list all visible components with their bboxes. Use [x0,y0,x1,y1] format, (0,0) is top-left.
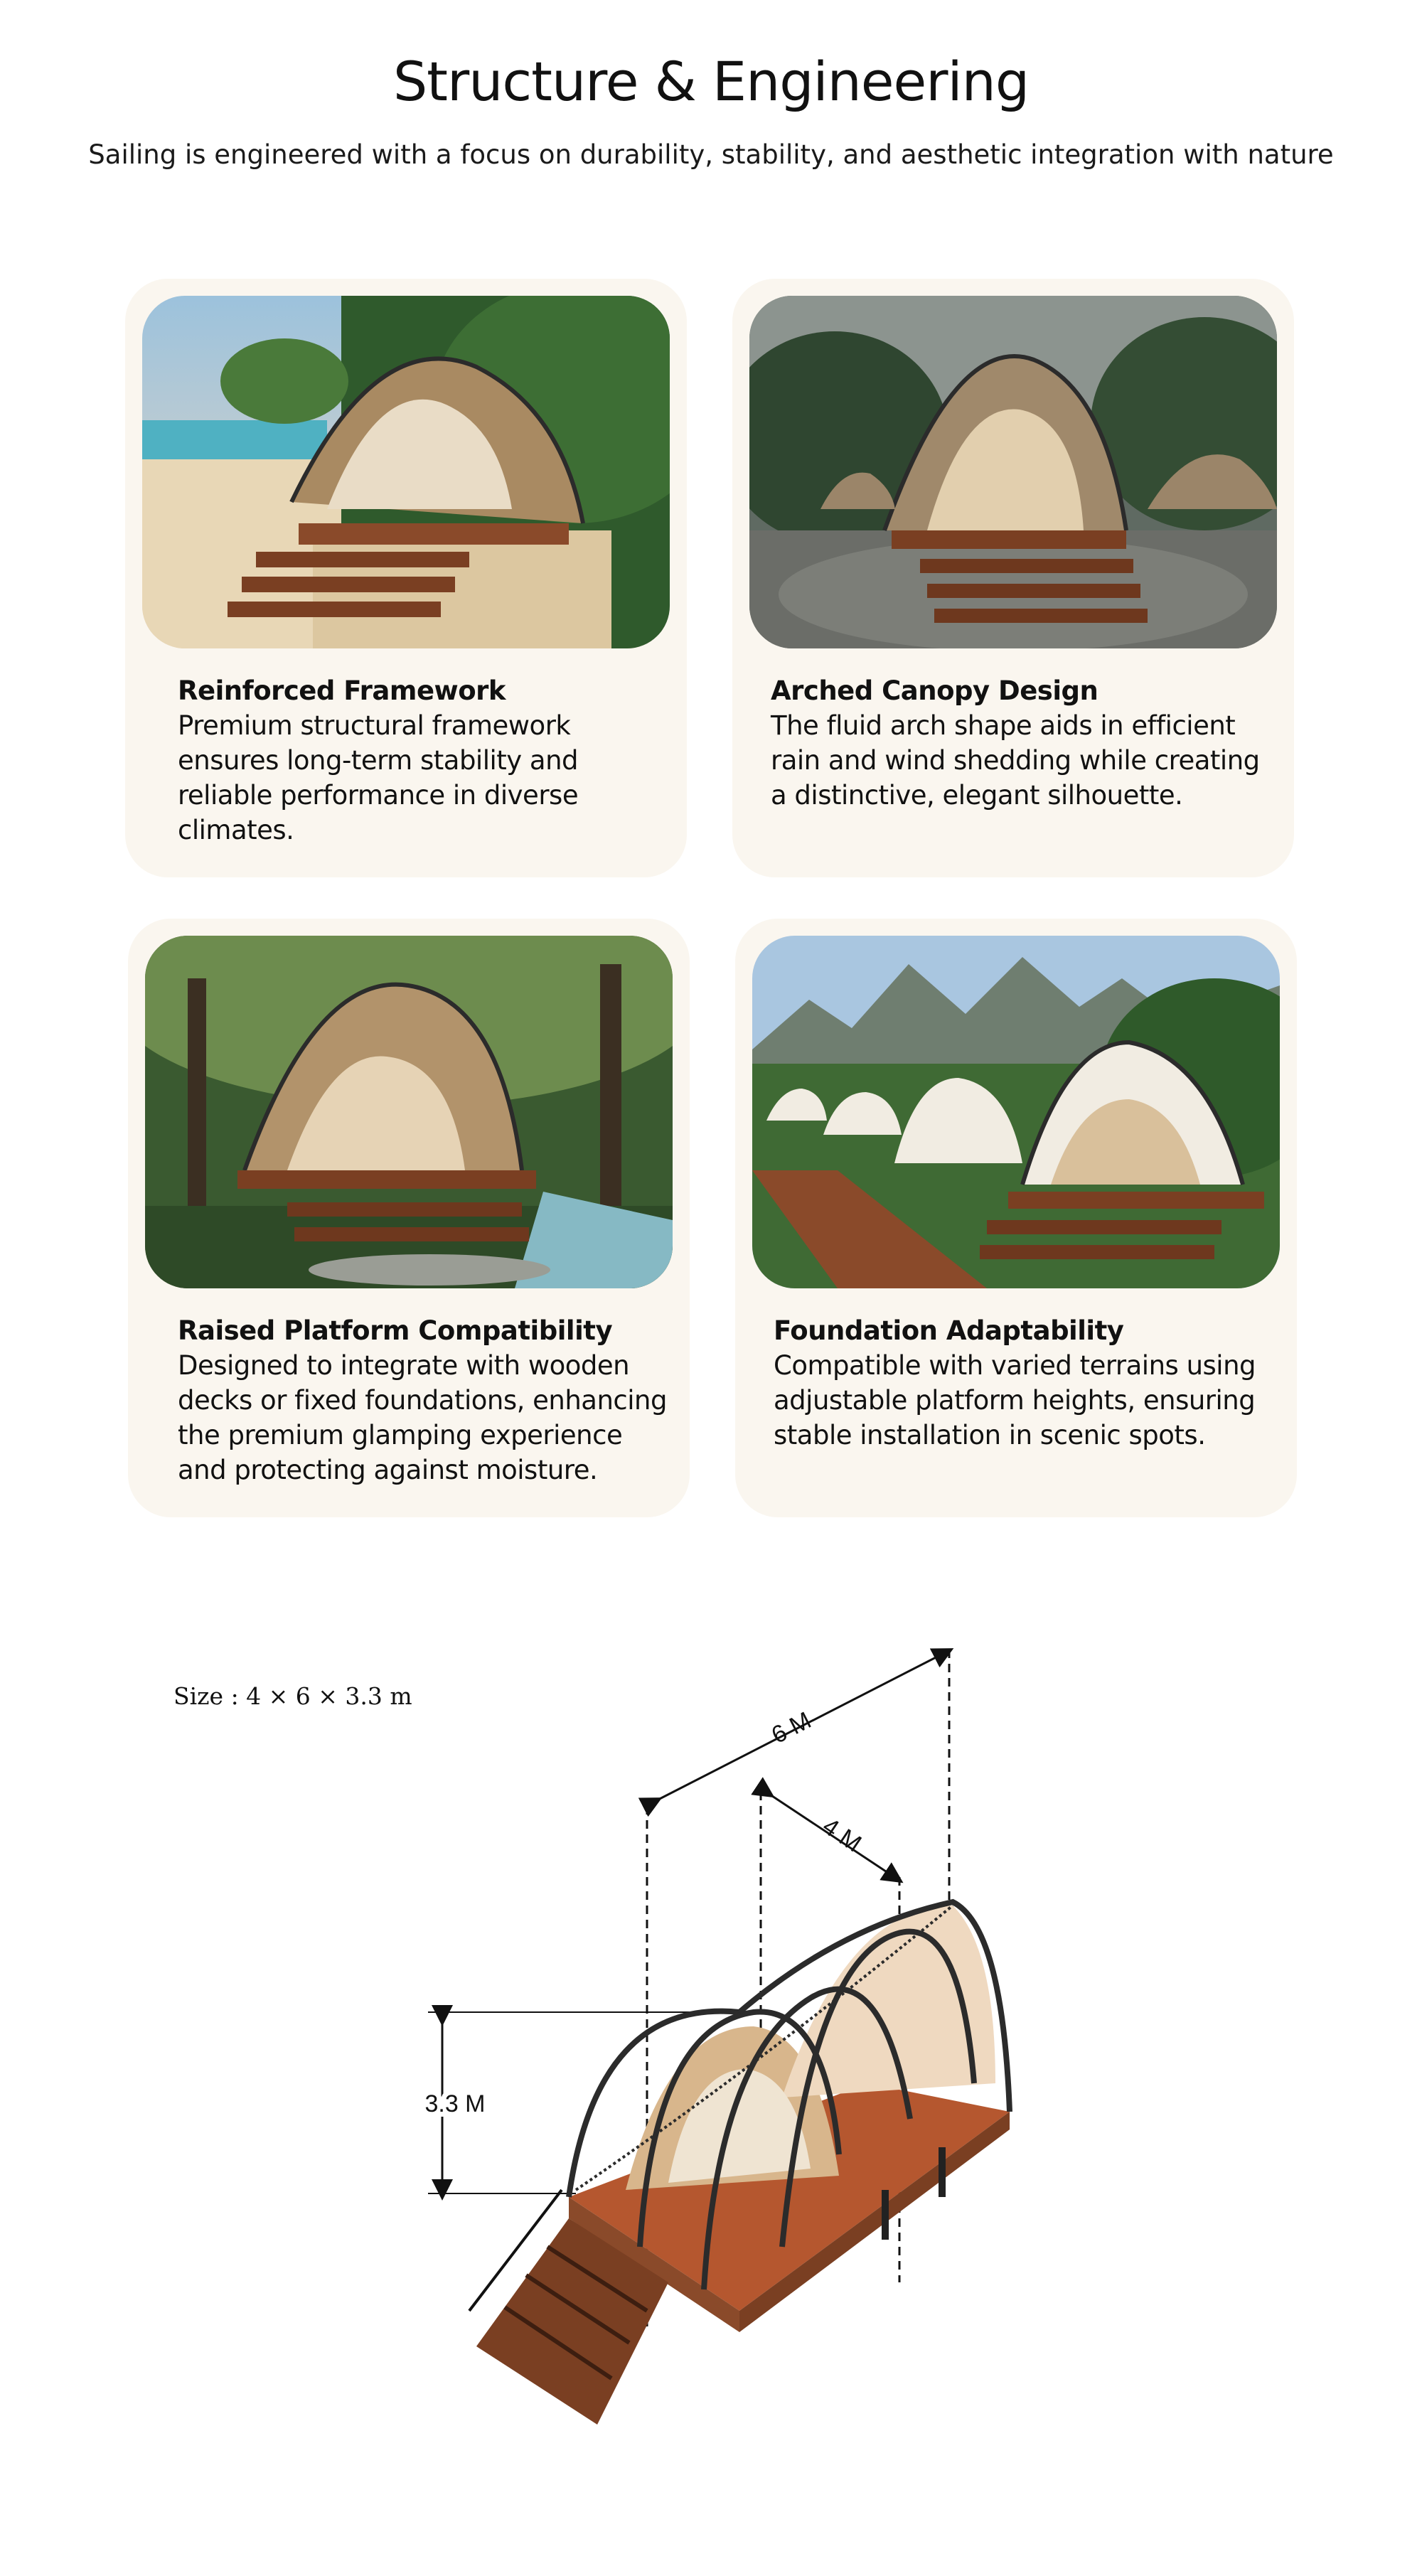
length-label: 6 M [767,1706,816,1749]
feature-card-reinforced-framework [125,279,687,877]
card-description: Premium structural framework ensures long-term stability and reliable performance in diverse climates. [178,710,579,845]
tent-dimension-diagram [384,1628,1095,2496]
card-description: The fluid arch shape aids in efficient rain and wind shedding while creating a distinctive, elegant silhouette. [771,710,1260,811]
width-label: 4 M [818,1812,867,1858]
feature-card-foundation-adaptability [735,919,1297,1517]
feature-card-arched-canopy [732,279,1294,877]
card-title: Raised Platform Compatibility [178,1315,613,1346]
forest-stream-tent-photo [145,936,673,1288]
height-label: 3.3 M [424,2090,486,2117]
rainforest-tent-photo [749,296,1277,648]
size-label: Size : 4 × 6 × 3.3 m [173,1682,412,1710]
card-description: Designed to integrate with wooden decks or fixed foundations, enhancing the premium glamping experience and protecting against moisture. [178,1350,667,1485]
card-title: Reinforced Framework [178,675,506,706]
card-title: Arched Canopy Design [771,675,1098,706]
beach-tent-photo [142,296,670,648]
card-description: Compatible with varied terrains using adjustable platform heights, ensuring stable installation in scenic spots. [774,1350,1256,1450]
page-title: Structure & Engineering [392,50,1030,113]
feature-card-raised-platform [128,919,690,1517]
page-subtitle: Sailing is engineered with a focus on durability, stability, and aesthetic integration with nature [88,139,1334,170]
mountain-resort-tents-photo [752,936,1280,1288]
card-title: Foundation Adaptability [774,1315,1124,1346]
